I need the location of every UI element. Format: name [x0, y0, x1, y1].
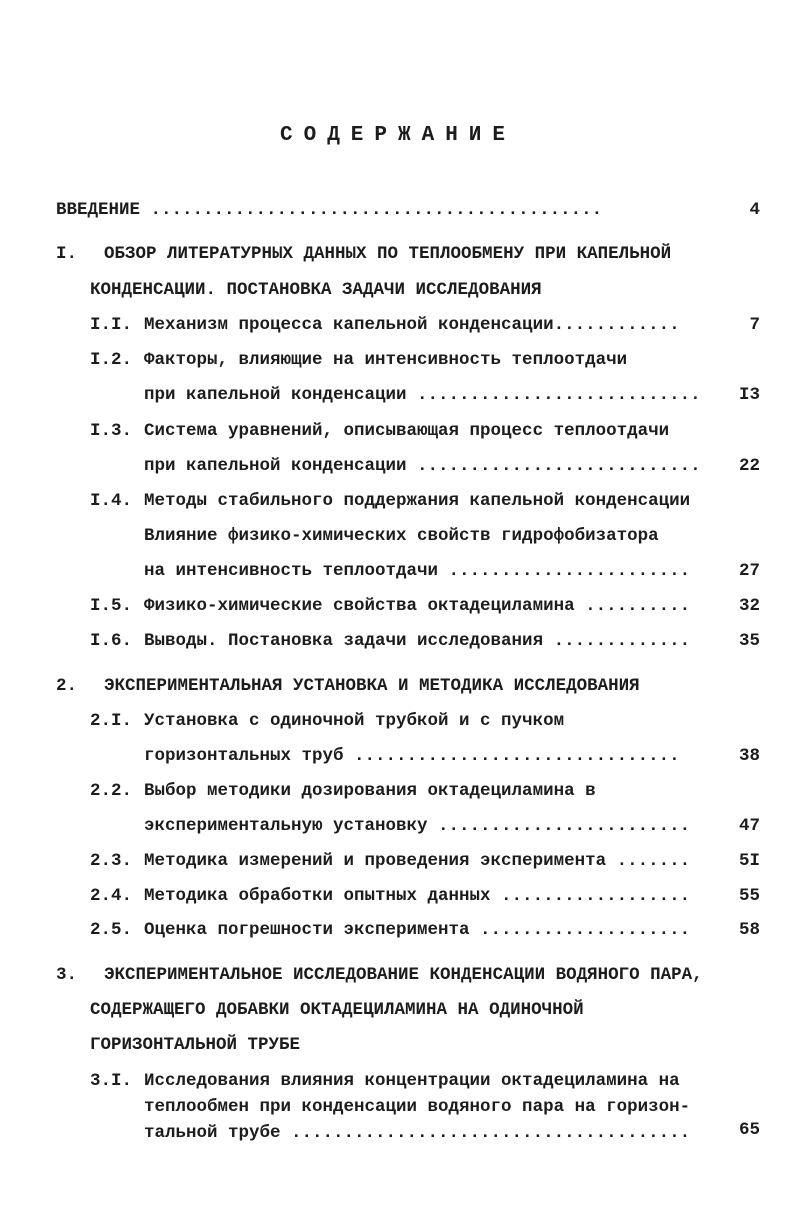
toc-section-1-4-continuation: Влияние физико-химических свойств гидрофобизатора [144, 526, 659, 546]
toc-chapter-1 [56, 240, 716, 268]
toc-entry-text: Методы стабильного поддержания капельной конденсации [144, 491, 691, 511]
page-title: СОДЕРЖАНИЕ [279, 124, 517, 147]
toc-entry-text: ЭКСПЕРИМЕНТАЛЬНАЯ УСТАНОВКА И МЕТОДИКА ИССЛЕДОВАНИЯ [104, 676, 640, 696]
toc-chapter-3-continuation: СОДЕРЖАЩЕГО ДОБАВКИ ОКТАДЕЦИЛАМИНА НА ОДИНОЧНОЙ [90, 1000, 584, 1020]
toc-section-number: I.I. [90, 315, 133, 335]
toc-chapter-3-continuation-2: ГОРИЗОНТАЛЬНОЙ ТРУБЕ [90, 1035, 301, 1055]
toc-entry-text: Методика измерений и проведения эксперимента ....... [144, 851, 691, 871]
toc-entry-text: Выводы. Постановка задачи исследования ............. [144, 631, 691, 651]
toc-section-number: 2.3. [90, 851, 133, 871]
toc-section-2-1 [90, 707, 710, 735]
toc-section-3-1 [90, 1067, 730, 1095]
toc-page-number: 22 [738, 456, 760, 476]
toc-page-number: 58 [738, 920, 760, 940]
toc-section-1-3 [90, 417, 710, 445]
toc-page-number: 47 [738, 816, 760, 836]
toc-section-number: 3.I. [90, 1071, 133, 1091]
toc-section-number: I.6. [90, 631, 133, 651]
toc-page-number: 27 [738, 561, 760, 581]
toc-section-number: 2.I. [90, 711, 133, 731]
toc-entry-text: Исследования влияния концентрации октадециламина на [144, 1071, 680, 1091]
toc-page-number: 65 [738, 1120, 760, 1140]
toc-entry-text: Методика обработки опытных данных .................. [144, 886, 691, 906]
toc-section-3-1-continuation-2: тальной трубе ...................................... [144, 1123, 691, 1143]
toc-section-1-5 [90, 592, 712, 620]
toc-section-number: 2.4. [90, 886, 133, 906]
toc-section-number: I.4. [90, 491, 133, 511]
toc-section-1-6 [90, 627, 712, 655]
toc-section-1-2-continuation: при капельной конденсации ........................... [144, 385, 701, 405]
toc-section-number: I.5. [90, 596, 133, 616]
toc-section-2-1-continuation: горизонтальных труб ............................... [144, 746, 680, 766]
toc-section-2-5 [90, 916, 712, 944]
toc-chapter-number: I. [56, 244, 78, 264]
toc-entry-text: ОБЗОР ЛИТЕРАТУРНЫХ ДАННЫХ ПО ТЕПЛООБМЕНУ ПРИ КАПЕЛЬНОЙ [104, 244, 672, 264]
toc-section-1-4 [90, 487, 710, 515]
toc-section-2-4 [90, 882, 712, 910]
toc-section-number: I.2. [90, 350, 133, 370]
toc-section-1-3-continuation: при капельной конденсации ........................... [144, 456, 701, 476]
toc-page-number: 4 [749, 200, 760, 220]
toc-entry-text: Механизм процесса капельной конденсации............ [144, 315, 680, 335]
toc-section-number: 2.2. [90, 781, 133, 801]
toc-section-2-3 [90, 847, 712, 875]
toc-entry-text: Оценка погрешности эксперимента .................... [144, 920, 691, 940]
toc-section-1-1 [90, 311, 702, 339]
toc-entry-text: ВВЕДЕНИЕ ........................................... [56, 200, 603, 220]
toc-section-2-2-continuation: экспериментальную установку ........................ [144, 816, 691, 836]
toc-section-1-2 [90, 346, 710, 374]
toc-chapter-3 [56, 961, 736, 989]
toc-chapter-2 [56, 672, 716, 700]
toc-entry-text: Система уравнений, описывающая процесс теплоотдачи [144, 421, 670, 441]
toc-page-number: 32 [738, 596, 760, 616]
toc-section-3-1-continuation: теплообмен при конденсации водяного пара на горизон- [144, 1097, 691, 1117]
toc-page-number: 38 [738, 746, 760, 766]
toc-page-number: 5I [738, 851, 760, 871]
toc-section-number: I.3. [90, 421, 133, 441]
toc-chapter-number: 3. [56, 965, 78, 985]
toc-entry-text: Факторы, влияющие на интенсивность теплоотдачи [144, 350, 628, 370]
toc-chapter-1-continuation: КОНДЕНСАЦИИ. ПОСТАНОВКА ЗАДАЧИ ИССЛЕДОВАНИЯ [90, 280, 542, 300]
toc-page-number: 35 [738, 631, 760, 651]
toc-section-number: 2.5. [90, 920, 133, 940]
toc-section-2-2 [90, 777, 710, 805]
toc-entry-text: Физико-химические свойства октадециламина .......... [144, 596, 691, 616]
toc-entry-text: Выбор методики дозирования октадециламина в [144, 781, 596, 801]
toc-chapter-number: 2. [56, 676, 78, 696]
toc-page-number: 7 [749, 315, 760, 335]
toc-page-number: I3 [738, 385, 760, 405]
toc-section-1-4-continuation-2: на интенсивность теплоотдачи ....................... [144, 561, 691, 581]
toc-entry-text: Установка с одиночной трубкой и с пучком [144, 711, 565, 731]
toc-entry-text: ЭКСПЕРИМЕНТАЛЬНОЕ ИССЛЕДОВАНИЕ КОНДЕНСАЦИИ ВОДЯНОГО ПАРА, [104, 965, 703, 985]
toc-page-number: 55 [738, 886, 760, 906]
toc-entry-introduction [56, 196, 706, 224]
